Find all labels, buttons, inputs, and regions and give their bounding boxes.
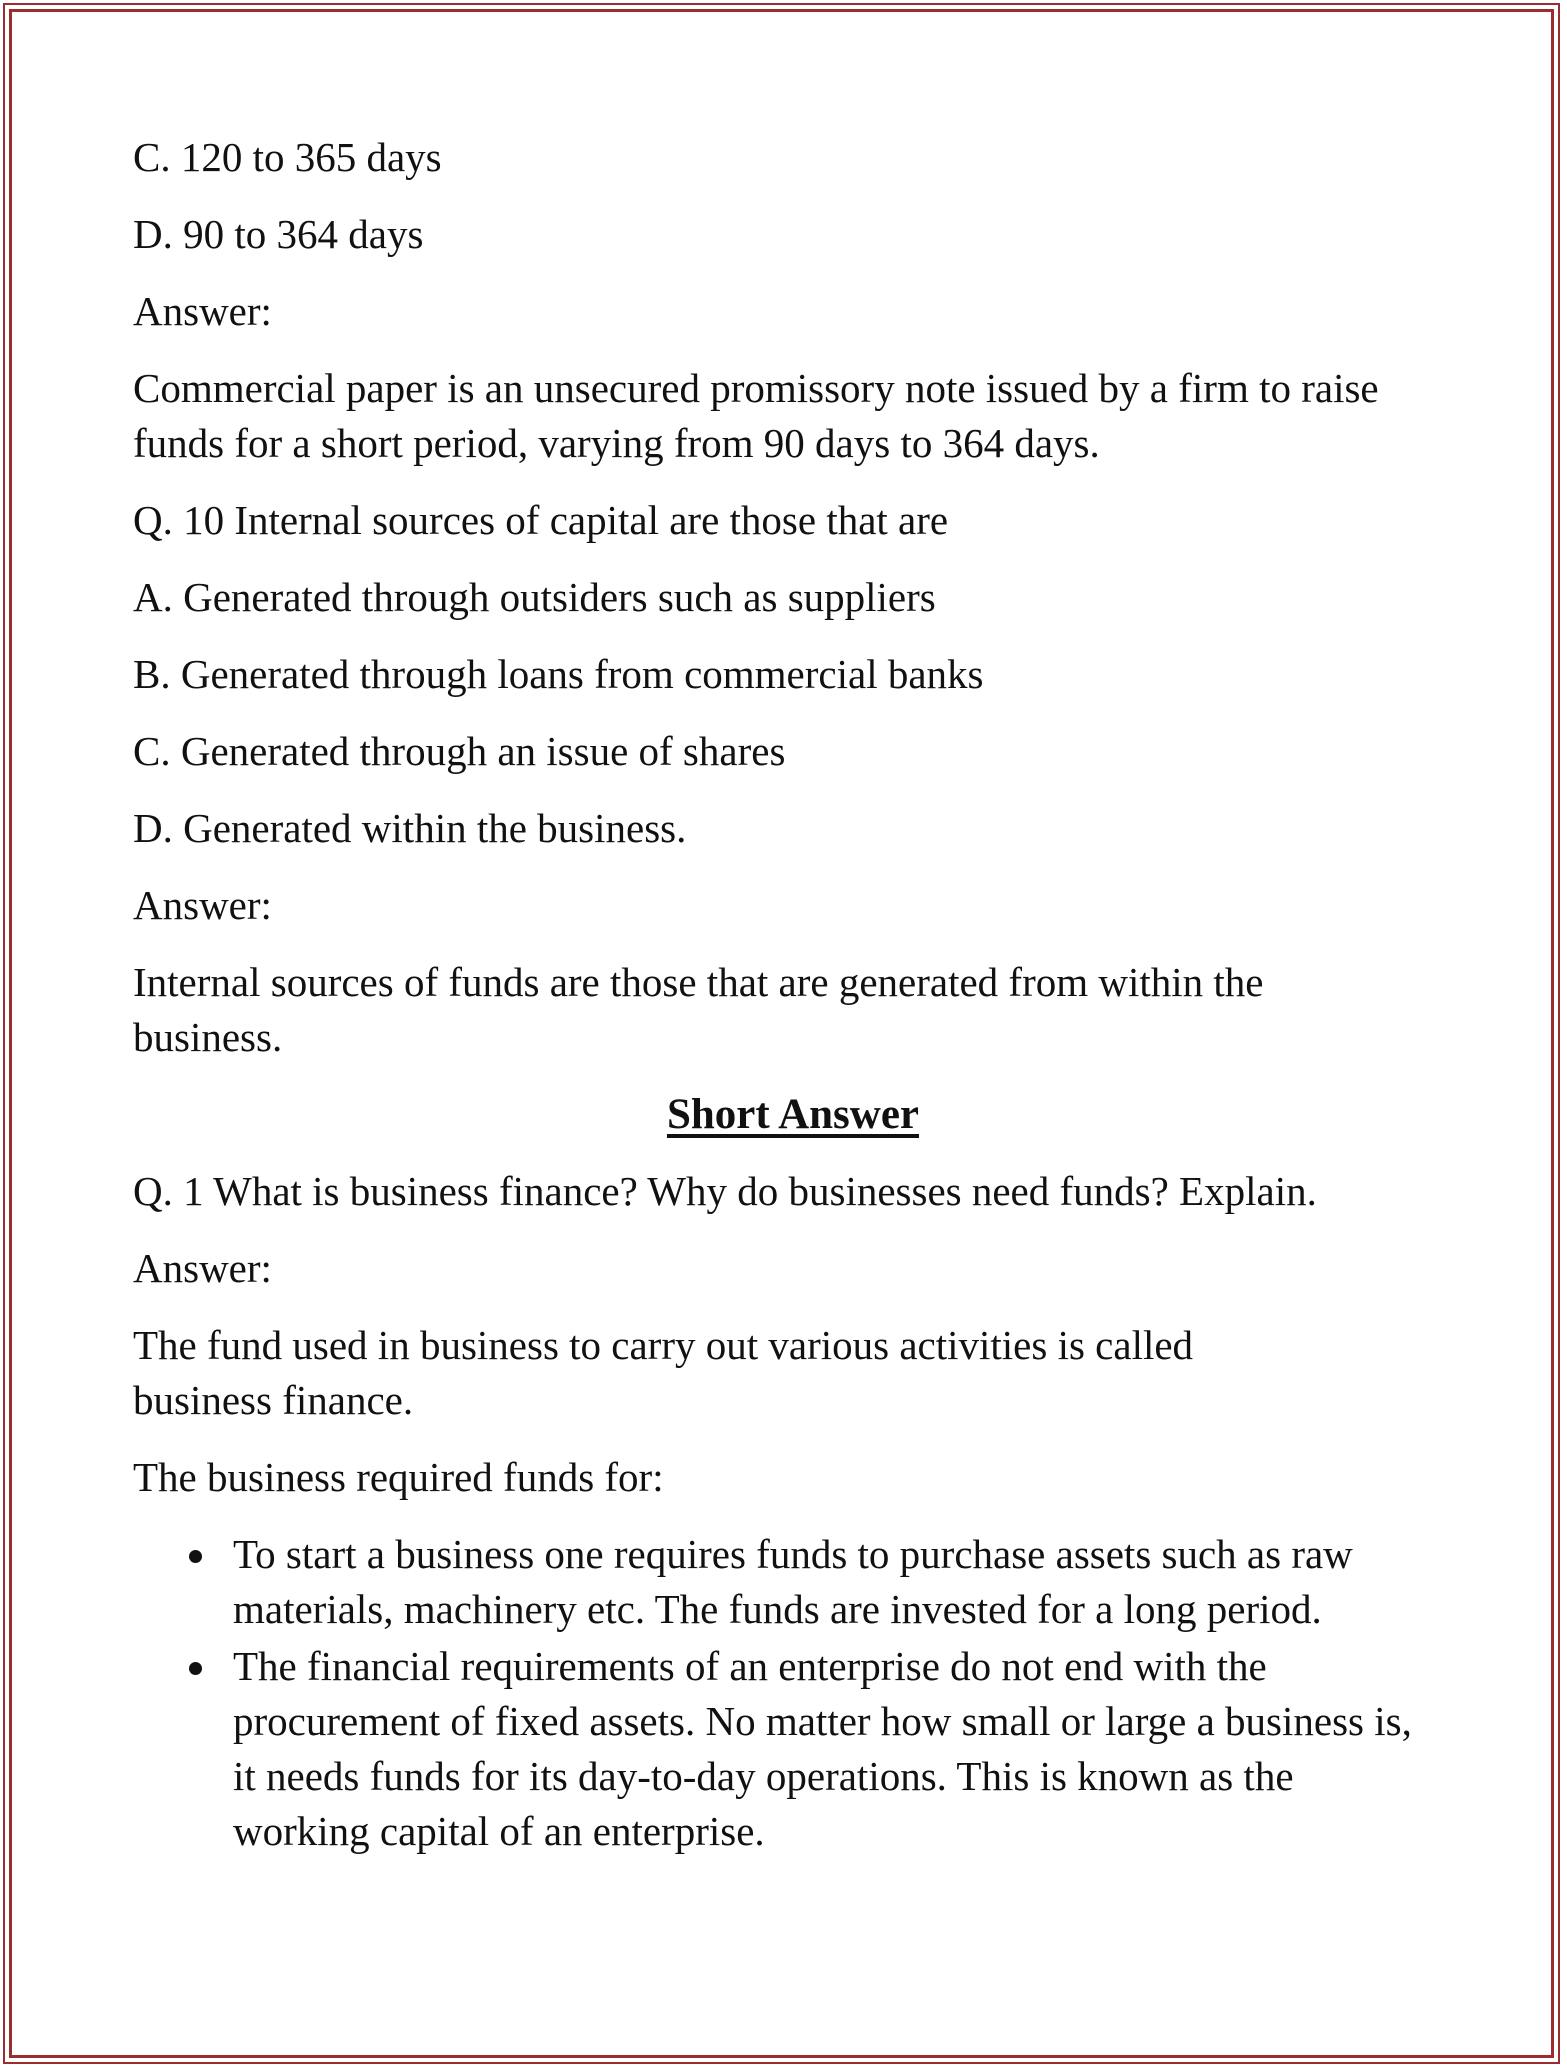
list-item: [133, 1527, 1433, 1637]
answer-text: Internal sources of funds are those that are generated from within the business.: [133, 959, 1264, 1060]
list-item: [133, 1639, 1433, 1859]
bullet-icon: [189, 1662, 202, 1675]
answer-label: Answer:: [133, 882, 272, 928]
option-c-days: C. 120 to 365 days: [133, 134, 442, 180]
q10-option-d: D. Generated within the business.: [133, 805, 687, 851]
document-body: [133, 130, 1453, 1861]
q10-option-b: B. Generated through loans from commercial banks: [133, 651, 984, 697]
list-item-text: To start a business one requires funds to purchase assets such as raw materials, machinery etc. The funds are invested for a long period.: [233, 1531, 1353, 1632]
answer-text: The fund used in business to carry out various activities is called business finance.: [133, 1322, 1194, 1423]
short-question-1: Q. 1 What is business finance? Why do businesses need funds? Explain.: [133, 1168, 1317, 1214]
option-d-days: D. 90 to 364 days: [133, 211, 424, 257]
question-10: Q. 10 Internal sources of capital are those that are: [133, 497, 949, 543]
q10-option-c: C. Generated through an issue of shares: [133, 728, 786, 774]
answer-text: Commercial paper is an unsecured promissory note issued by a firm to raise funds for a short period, varying from 90 days to 364 days.: [133, 365, 1379, 466]
answer-label: Answer:: [133, 288, 272, 334]
funds-intro: The business required funds for:: [133, 1454, 664, 1500]
q10-option-a: A. Generated through outsiders such as suppliers: [133, 574, 936, 620]
section-heading: Short Answer: [666, 1091, 920, 1138]
list-item-text: The financial requirements of an enterprise do not end with the procurement of fixed assets. No matter how small or large a business is, it needs funds for its day-to-day operations. This is known as the working capital of an enterprise.: [233, 1643, 1412, 1854]
bullet-icon: [189, 1550, 202, 1563]
bullet-list: [133, 1527, 1453, 1859]
answer-label: Answer:: [133, 1245, 272, 1291]
